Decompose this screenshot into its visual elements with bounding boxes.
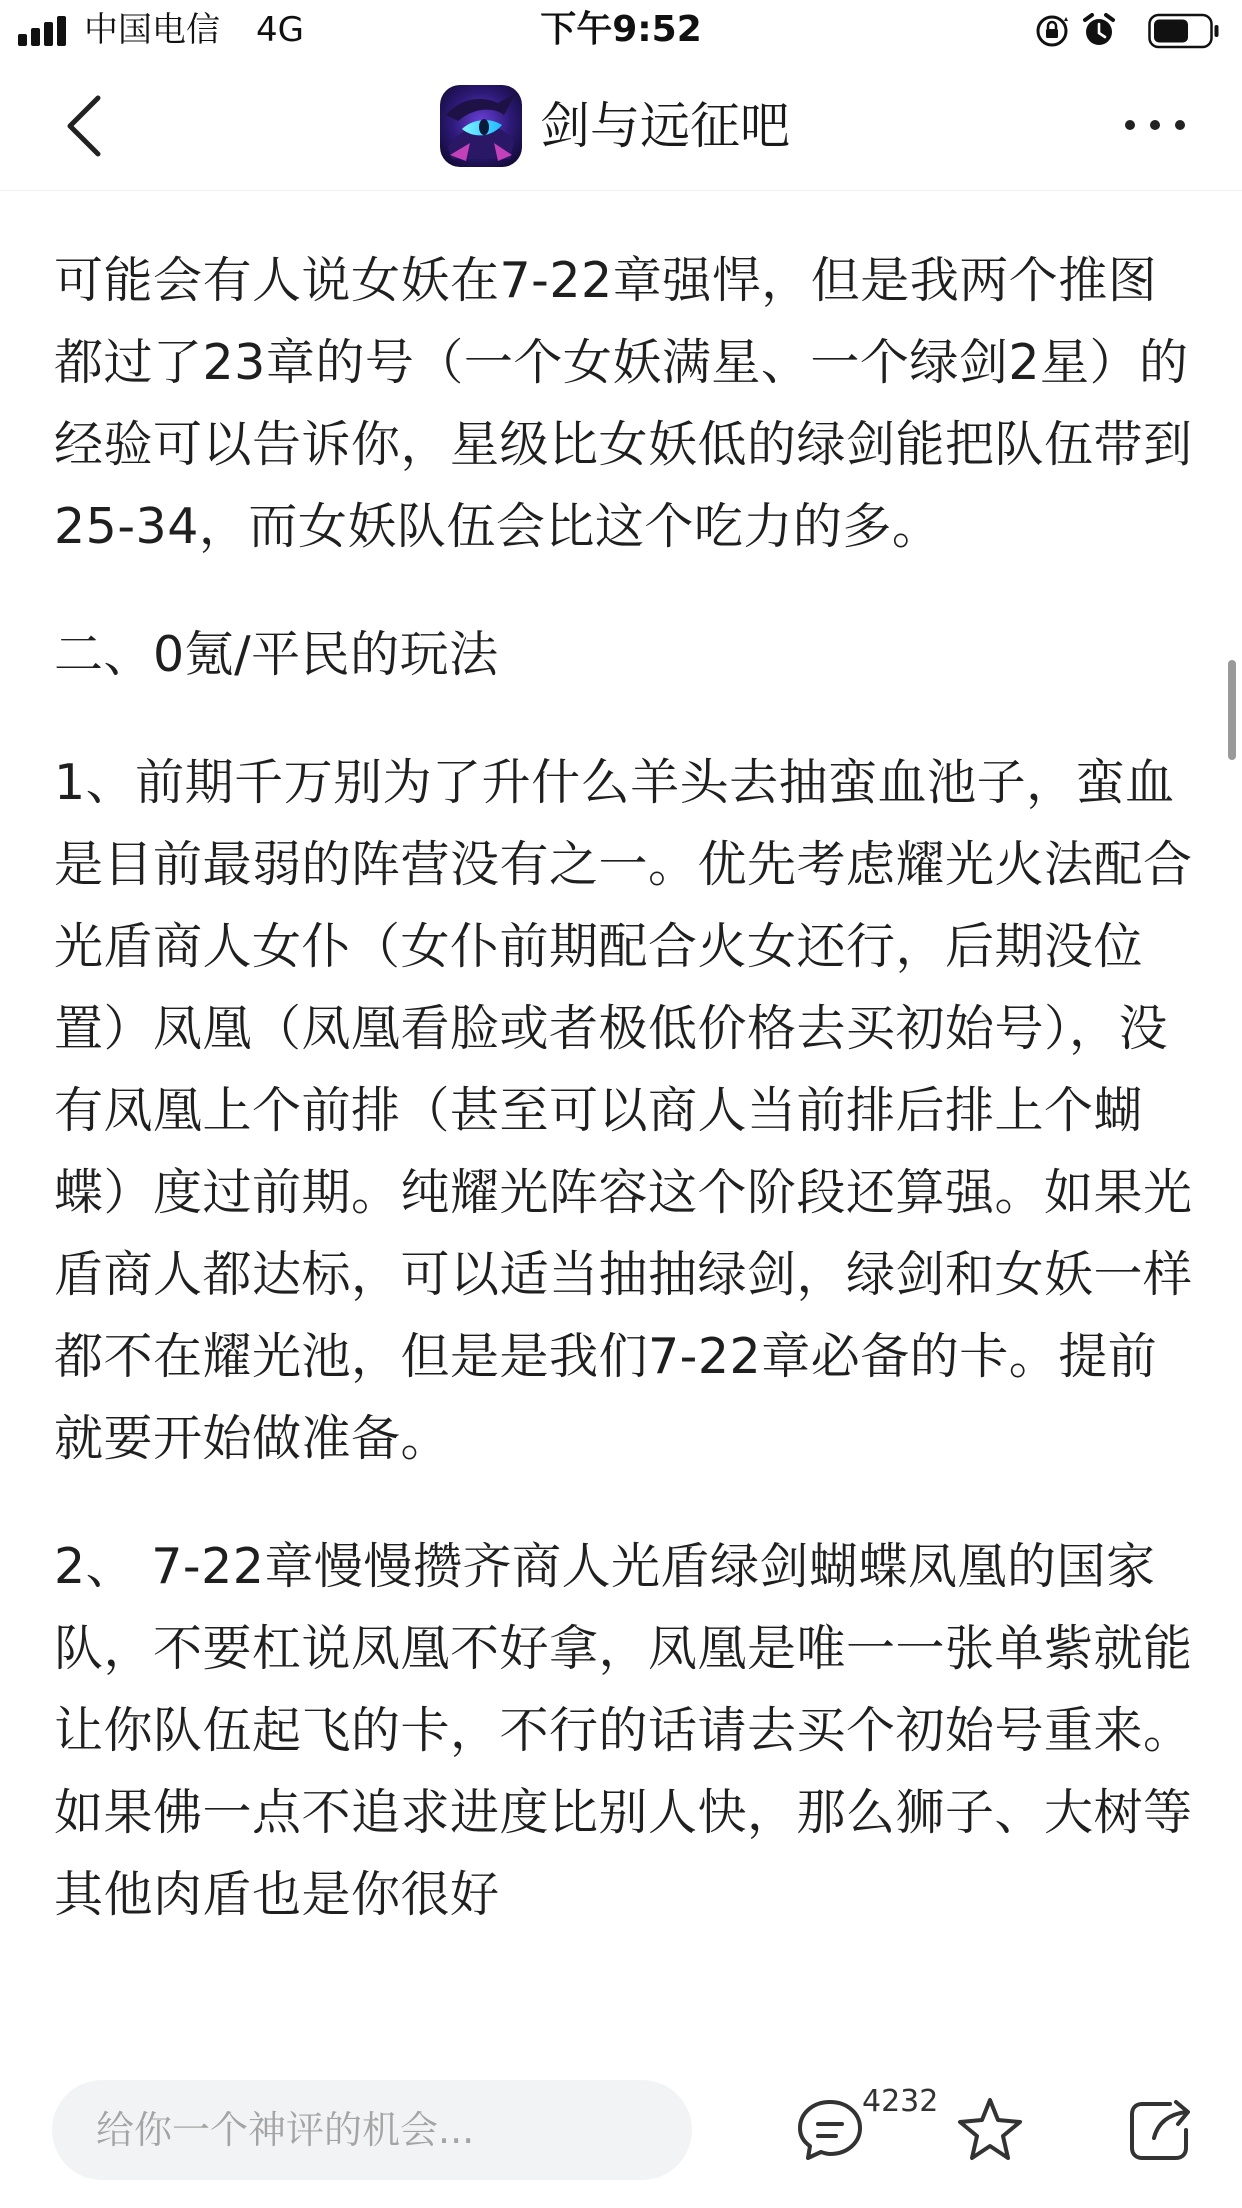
paragraph: 2、 7-22章慢慢攒齐商人光盾绿剑蝴蝶凤凰的国家队，不要杠说凤凰不好拿，凤凰是唯一一张单紫就能让你队伍起飞的卡，不行的话请去买个初始号重来。如果佛一点不追求进度比别人快，那么狮子、大树等其他肉盾也是你很好 bbox=[54, 1538, 1193, 1923]
nav-bar bbox=[0, 62, 1242, 191]
post-content bbox=[54, 240, 1194, 1982]
rotation-lock-icon bbox=[1034, 13, 1070, 49]
carrier-name: 中国电信 bbox=[84, 10, 220, 50]
scrollbar-thumb[interactable] bbox=[1228, 660, 1236, 760]
comment-icon[interactable] bbox=[790, 2090, 870, 2170]
network-type: 4G bbox=[256, 10, 304, 50]
status-time: 下午9:52 bbox=[540, 9, 702, 50]
paragraph: 1、前期千万别为了升什么羊头去抽蛮血池子，蛮血是目前最弱的阵营没有之一。优先考虑耀光火法配合光盾商人女仆（女仆前期配合火女还行，后期没位置）凤凰（凤凰看脸或者极低价格去买初始号），没有凤凰上个前排（甚至可以商人当前排后排上个蝴蝶）度过前期。纯耀光阵容这个阶段还算强。如果光盾商人都达标，可以适当抽抽绿剑，绿剑和女妖一样都不在耀光池，但是是我们7-22章必备的卡。提前就要开始做准备。 bbox=[54, 754, 1193, 1467]
status-bar bbox=[0, 0, 1242, 62]
paragraph: 可能会有人说女妖在7-22章强悍，但是我两个推图都过了23章的号（一个女妖满星、一个绿剑2星）的经验可以告诉你，星级比女妖低的绿剑能把队伍带到25-34，而女妖队伍会比这个吃力的多。 bbox=[54, 252, 1193, 555]
forum-title: 剑与远征吧 bbox=[540, 97, 790, 155]
forum-header[interactable] bbox=[440, 82, 790, 170]
comment-count: 4232 bbox=[862, 2084, 939, 2119]
back-icon[interactable] bbox=[56, 90, 116, 162]
bottom-action-bar bbox=[0, 2060, 1242, 2208]
comment-input[interactable] bbox=[52, 2080, 692, 2180]
alarm-clock-icon bbox=[1080, 11, 1118, 49]
section-heading: 二、0氪/平民的玩法 bbox=[54, 626, 499, 683]
more-options-icon[interactable] bbox=[1120, 110, 1190, 140]
battery-icon bbox=[1148, 13, 1222, 49]
forum-avatar[interactable] bbox=[440, 85, 522, 167]
favorite-star-icon[interactable] bbox=[950, 2090, 1030, 2170]
forum-logo-icon bbox=[440, 85, 522, 167]
share-icon[interactable] bbox=[1120, 2090, 1200, 2170]
